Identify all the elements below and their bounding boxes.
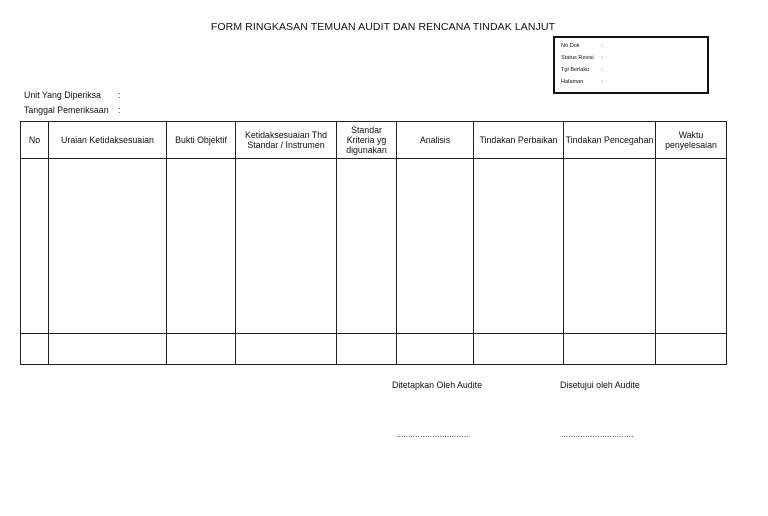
table-cell[interactable]	[397, 334, 474, 365]
doc-info-row	[561, 52, 707, 64]
table-cell[interactable]	[337, 159, 397, 334]
table-cell[interactable]	[337, 334, 397, 365]
table-cell[interactable]	[21, 334, 49, 365]
column-header-analysis: Analisis	[397, 122, 474, 159]
findings-table	[20, 121, 727, 365]
doc-info-label: Status Revisi	[561, 55, 594, 61]
doc-info-value: :	[601, 67, 603, 73]
doc-info-value: :	[601, 43, 603, 49]
table-cell[interactable]	[656, 159, 727, 334]
column-header-no: No	[21, 122, 49, 159]
table-cell[interactable]	[167, 159, 236, 334]
doc-info-label: Tgl Berlaku	[561, 67, 590, 73]
date-field	[24, 105, 120, 115]
right-signature-line[interactable]: ..............................	[561, 430, 634, 439]
right-signature-label: Disetujui oleh Audite	[560, 380, 640, 390]
doc-info-value: :	[601, 55, 603, 61]
unit-label: Unit Yang Diperiksa	[24, 90, 101, 100]
doc-info-row	[561, 40, 707, 52]
column-header-preventive-action: Tindakan Pencegahan	[564, 122, 656, 159]
table-cell[interactable]	[397, 159, 474, 334]
doc-info-label: No Dok	[561, 43, 580, 49]
doc-info-label: Halaman	[561, 79, 584, 85]
unit-field	[24, 90, 120, 100]
table-cell[interactable]	[564, 334, 656, 365]
column-header-nonconformity: Ketidaksesuaian Thd Standar / Instrumen	[236, 122, 337, 159]
table-cell[interactable]	[167, 334, 236, 365]
table-cell[interactable]	[474, 334, 564, 365]
form-title: FORM RINGKASAN TEMUAN AUDIT DAN RENCANA TINDAK LANJUT	[210, 21, 556, 33]
table-cell[interactable]	[49, 159, 167, 334]
table-row	[21, 334, 727, 365]
table-cell[interactable]	[474, 159, 564, 334]
date-separator: :	[118, 105, 121, 115]
table-row	[21, 159, 727, 334]
column-header-standard: Standar Kriteria yg digunakan	[337, 122, 397, 159]
doc-info-row	[561, 64, 707, 76]
table-cell[interactable]	[49, 334, 167, 365]
table-header-row	[21, 122, 727, 159]
table-cell[interactable]	[236, 334, 337, 365]
table-cell[interactable]	[21, 159, 49, 334]
doc-info-row	[561, 76, 707, 88]
date-label: Tanggal Pemeriksaan	[24, 105, 109, 115]
left-signature-label: Ditetapkan Oleh Audite	[392, 380, 482, 390]
table-cell[interactable]	[564, 159, 656, 334]
table-cell[interactable]	[236, 159, 337, 334]
table-cell[interactable]	[656, 334, 727, 365]
column-header-corrective-action: Tindakan Perbaikan	[474, 122, 564, 159]
doc-info-value: :	[601, 79, 603, 85]
column-header-evidence: Bukti Objektif	[167, 122, 236, 159]
column-header-description: Uraian Ketidaksesuaian	[49, 122, 167, 159]
column-header-completion-time: Waktu penyelesaian	[656, 122, 727, 159]
left-signature-line[interactable]: ..............................	[396, 430, 469, 439]
document-info-box	[553, 36, 709, 94]
unit-separator: :	[118, 90, 121, 100]
